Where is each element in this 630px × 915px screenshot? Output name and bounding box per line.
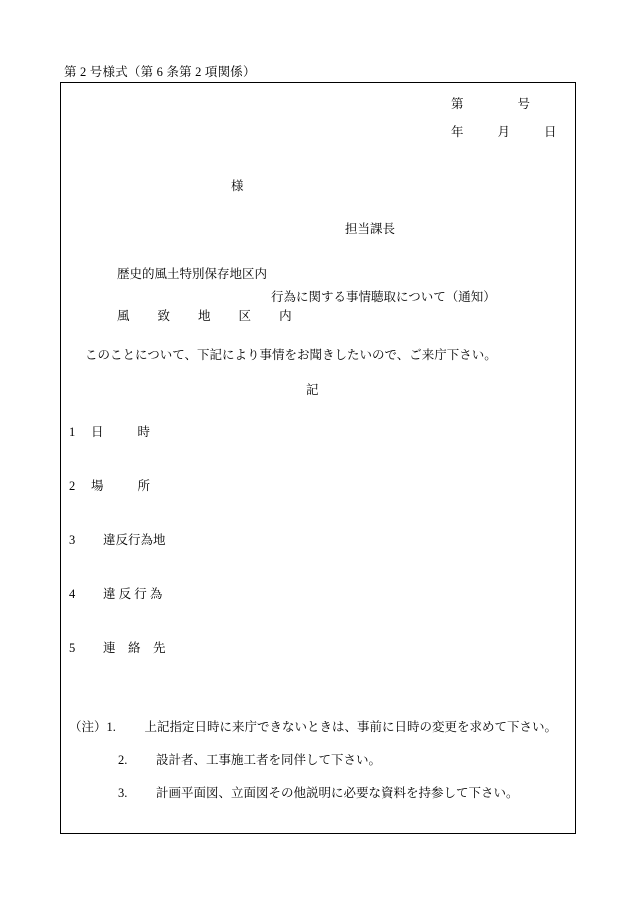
subject-line-3-part-0: 風: [117, 309, 130, 323]
list-item: [69, 587, 162, 602]
subject-line-3-part-1: 致: [157, 309, 171, 323]
body-text: このことについて、下記により事情をお聞きしたいので、ご来庁下さい。: [85, 348, 497, 362]
subject-line-3-part-4: 内: [279, 309, 292, 323]
item-label-part: 日: [91, 425, 104, 439]
list-item: [69, 533, 166, 548]
date-day-label: 日: [544, 125, 557, 139]
subject-line-3: [117, 309, 292, 324]
document-number-label: 第: [451, 97, 464, 111]
list-item: [69, 479, 150, 494]
item-number: 2: [69, 479, 76, 493]
note-text: 設計者、工事施工者を同伴して下さい。: [156, 753, 382, 767]
item-label-part: 違反行為地: [103, 533, 166, 547]
subject-line-2: 行為に関する事情聴取について（通知）: [271, 290, 496, 304]
note-number: 2.: [118, 753, 128, 767]
ki-marker: 記: [306, 383, 319, 397]
note-item: [118, 786, 519, 801]
department-label: 担当課長: [345, 222, 396, 236]
document-number-row: [451, 97, 530, 112]
note-text: 上記指定日時に来庁できないときは、事前に日時の変更を求めて下さい。: [144, 720, 558, 734]
date-month-label: 月: [497, 125, 511, 139]
document-content: [61, 83, 577, 835]
item-label-part: 違 反 行 為: [103, 587, 163, 601]
item-number: 4: [69, 587, 76, 601]
item-label-part: 連 絡 先: [103, 641, 166, 655]
document-number-unit: 号: [517, 97, 531, 111]
item-label-part: 所: [137, 479, 151, 493]
list-item: [69, 641, 166, 656]
date-year-label: 年: [451, 125, 464, 139]
subject-line-1: 歴史的風土特別保存地区内: [117, 267, 268, 281]
form-number-label: 第 2 号様式（第 6 条第 2 項関係）: [64, 65, 256, 79]
item-number: 3: [69, 533, 76, 547]
addressee-label: 様: [231, 179, 244, 193]
item-label-part: 時: [137, 425, 151, 439]
item-label-part: 場: [91, 479, 104, 493]
item-number: 5: [69, 641, 76, 655]
note-item: [118, 753, 381, 768]
note-text: 計画平面図、立面図その他説明に必要な資料を持参して下さい。: [156, 786, 519, 800]
subject-line-3-part-3: 区: [238, 309, 252, 323]
note-prefix: （注）: [69, 720, 107, 734]
document-frame: [60, 82, 576, 834]
item-number: 1: [69, 425, 76, 439]
list-item: [69, 425, 150, 440]
note-number: 1.: [106, 720, 116, 734]
document-date-row: [451, 125, 557, 140]
note-item: [69, 720, 557, 735]
subject-line-3-part-2: 地: [198, 309, 211, 323]
note-number: 3.: [118, 786, 128, 800]
